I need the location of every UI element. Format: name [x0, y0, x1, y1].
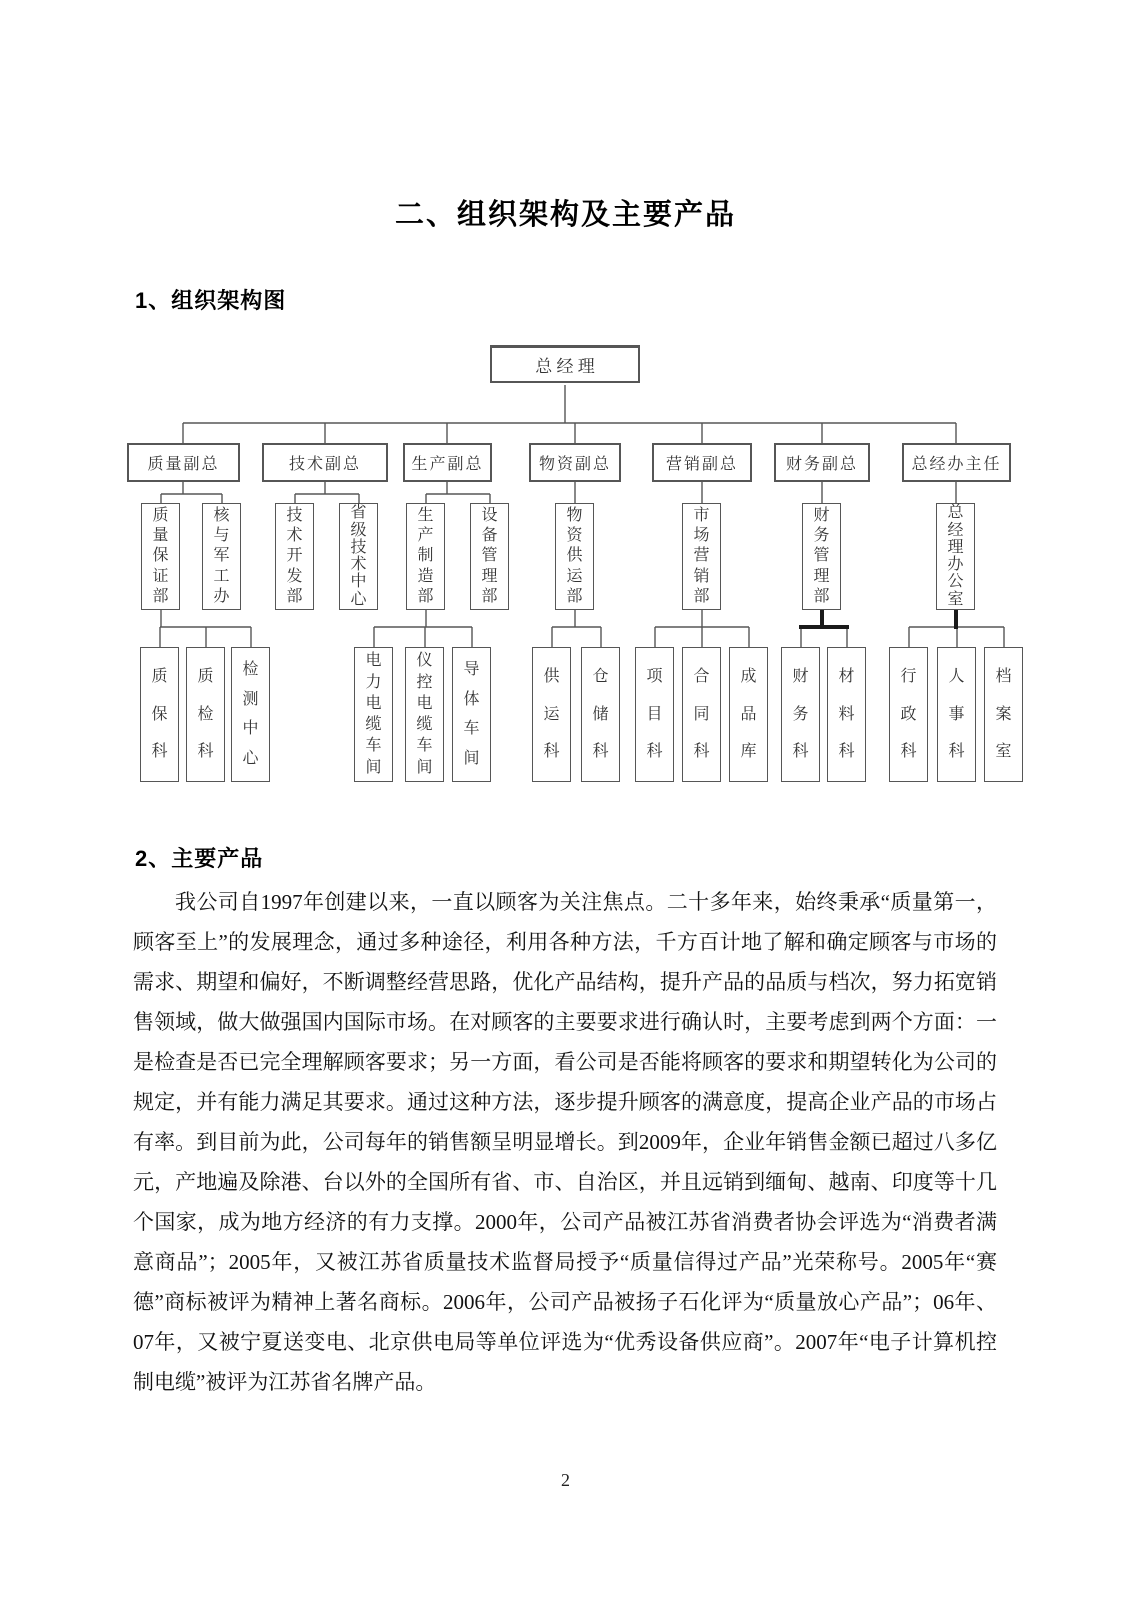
vertical-label-char: 合	[693, 668, 710, 686]
box-technology-vp: 技术副总	[262, 443, 388, 482]
vertical-label-char: 间	[463, 750, 480, 768]
vertical-label-char: 电	[416, 694, 433, 712]
vertical-label-char: 车	[416, 737, 433, 755]
vertical-label-char: 科	[151, 742, 168, 760]
box-admin-section	[889, 647, 928, 782]
section-1-heading: 1、组织架构图	[135, 288, 287, 313]
box-finance-section	[781, 647, 820, 782]
vertical-label-char: 部	[813, 587, 830, 605]
box-hr-section	[937, 647, 976, 782]
vertical-label-char: 心	[350, 590, 367, 608]
vertical-label-char: 开	[286, 547, 303, 565]
vertical-label-char: 理	[481, 567, 498, 585]
vertical-label-char: 库	[740, 742, 757, 760]
vertical-label-char: 保	[152, 547, 169, 565]
vertical-label-char: 同	[693, 705, 710, 723]
vertical-label-char: 部	[417, 587, 434, 605]
box-materials-vp: 物资副总	[529, 443, 621, 482]
vertical-label-char: 间	[365, 758, 382, 776]
vertical-label-char: 档	[995, 668, 1012, 686]
box-finance-mgmt-dept	[802, 503, 841, 610]
vertical-label-char: 术	[350, 556, 367, 574]
vertical-label-char: 缆	[365, 716, 382, 734]
box-testing-center	[231, 647, 270, 782]
vertical-label-char: 科	[792, 742, 809, 760]
vertical-label-char: 检	[242, 660, 259, 678]
vertical-label-char: 产	[417, 527, 434, 545]
vertical-label-char: 管	[481, 547, 498, 565]
box-quality-assurance-dept	[141, 503, 180, 610]
box-finance-vp: 财务副总	[774, 443, 870, 482]
box-provincial-tech-center	[339, 503, 378, 610]
vertical-label-char: 品	[740, 705, 757, 723]
vertical-label-char: 核	[213, 507, 230, 525]
box-marketing-vp: 营销副总	[652, 443, 752, 482]
vertical-label-char: 中	[350, 573, 367, 591]
box-gm-office	[936, 503, 975, 610]
vertical-label-char: 务	[792, 705, 809, 723]
vertical-label-char: 人	[948, 668, 965, 686]
vertical-label-char: 运	[566, 567, 583, 585]
box-conductor-workshop	[452, 647, 491, 782]
vertical-label-char: 技	[350, 538, 367, 556]
box-quality-vp: 质量副总	[127, 443, 240, 482]
vertical-label-char: 管	[813, 547, 830, 565]
vertical-label-char: 财	[792, 668, 809, 686]
vertical-label-char: 财	[813, 507, 830, 525]
vertical-label-char: 造	[417, 567, 434, 585]
vertical-label-char: 级	[350, 521, 367, 539]
vertical-label-char: 室	[995, 742, 1012, 760]
box-tech-development-dept	[275, 503, 314, 610]
vertical-label-char: 销	[693, 567, 710, 585]
vertical-label-char: 心	[242, 750, 259, 768]
vertical-label-char: 仓	[592, 668, 609, 686]
vertical-label-char: 保	[151, 705, 168, 723]
box-instrument-cable-workshop	[405, 647, 444, 782]
vertical-label-char: 部	[481, 587, 498, 605]
vertical-label-char: 检	[197, 705, 214, 723]
vertical-label-char: 科	[543, 742, 560, 760]
vertical-label-char: 生	[417, 507, 434, 525]
vertical-label-char: 资	[566, 527, 583, 545]
vertical-label-char: 供	[543, 668, 560, 686]
box-quality-assurance-section	[140, 647, 179, 782]
vertical-label-char: 场	[693, 527, 710, 545]
vertical-label-char: 公	[947, 573, 964, 591]
vertical-label-char: 办	[947, 556, 964, 574]
vertical-label-char: 部	[152, 587, 169, 605]
vertical-label-char: 发	[286, 567, 303, 585]
vertical-label-char: 科	[646, 742, 663, 760]
box-production-vp: 生产副总	[403, 443, 492, 482]
vertical-label-char: 材	[838, 668, 855, 686]
box-production-mfg-dept	[406, 503, 445, 610]
box-materials-supply-dept	[555, 503, 594, 610]
box-project-section	[635, 647, 674, 782]
vertical-label-char: 与	[213, 527, 230, 545]
vertical-label-char: 制	[417, 547, 434, 565]
vertical-label-char: 科	[900, 742, 917, 760]
vertical-label-char: 军	[213, 547, 230, 565]
vertical-label-char: 质	[197, 668, 214, 686]
vertical-label-char: 体	[463, 690, 480, 708]
vertical-label-char: 力	[365, 673, 382, 691]
vertical-label-char: 证	[152, 567, 169, 585]
box-archives-room	[984, 647, 1023, 782]
section-2-heading: 2、主要产品	[135, 846, 264, 871]
vertical-label-char: 务	[813, 527, 830, 545]
vertical-label-char: 车	[365, 737, 382, 755]
vertical-label-char: 料	[838, 705, 855, 723]
vertical-label-char: 部	[693, 587, 710, 605]
box-equipment-mgmt-dept	[470, 503, 509, 610]
box-supply-transport-section	[532, 647, 571, 782]
vertical-label-char: 科	[948, 742, 965, 760]
vertical-label-char: 仪	[416, 652, 433, 670]
vertical-label-char: 术	[286, 527, 303, 545]
vertical-label-char: 质	[151, 668, 168, 686]
vertical-label-char: 部	[286, 587, 303, 605]
box-quality-inspection-section	[186, 647, 225, 782]
vertical-label-char: 导	[463, 660, 480, 678]
vertical-label-char: 室	[947, 590, 964, 608]
vertical-label-char: 科	[838, 742, 855, 760]
vertical-label-char: 储	[592, 705, 609, 723]
vertical-label-char: 科	[197, 742, 214, 760]
thick-connectors	[799, 610, 956, 629]
vertical-label-char: 缆	[416, 716, 433, 734]
vertical-label-char: 项	[646, 668, 663, 686]
vertical-label-char: 部	[566, 587, 583, 605]
main-products-paragraph: 我公司自1997年创建以来，一直以顾客为关注焦点。二十多年来，始终秉承“质量第一，顾客至上”的发展理念，通过多种途径，利用各种方法，千方百计地了解和确定顾客与市场的需求、期望和偏好，不断调整经营思路，优化产品结构，提升产品的品质与档次，努力拓宽销售领域，做大做强国内国际市场。在对顾客的主要要求进行确认时，主要考虑到两个方面：一是检查是否已完全理解顾客要求；另一方面，看公司是否能将顾客的要求和期望转化为公司的规定，并有能力满足其要求。通过这种方法，逐步提升顾客的满意度，提高企业产品的市场占有率。到目前为此，公司每年的销售额呈明显增长。到2009年，企业年销售金额已超过八多亿元，产地遍及除港、台以外的全国所有省、市、自治区，并且远销到缅甸、越南、印度等十几个国家，成为地方经济的有力支撑。2000年，公司产品被江苏省消费者协会评选为“消费者满意商品”；2005年，又被江苏省质量技术监督局授予“质量信得过产品”光荣称号。2005年“赛德”商标被评为精神上著名商标。2006年，公司产品被扬子石化评为“质量放心产品”；06年、07年，又被宁夏送变电、北京供电局等单位评选为“优秀设备供应商”。2007年“电子计算机控制电缆”被评为江苏省名牌产品。	[133, 890, 997, 1394]
vertical-label-char: 备	[481, 527, 498, 545]
vertical-label-char: 经	[947, 521, 964, 539]
vertical-label-char: 事	[948, 705, 965, 723]
vertical-label-char: 科	[592, 742, 609, 760]
page-title: 二、组织架构及主要产品	[394, 199, 736, 231]
box-market-marketing-dept	[682, 503, 721, 610]
vertical-label-char: 成	[740, 668, 757, 686]
vertical-label-char: 电	[365, 652, 382, 670]
vertical-label-char: 政	[900, 705, 917, 723]
vertical-label-char: 量	[152, 527, 169, 545]
vertical-label-char: 测	[242, 690, 259, 708]
vertical-label-char: 理	[947, 538, 964, 556]
page-number: 2	[561, 1470, 570, 1490]
vertical-label-char: 总	[947, 504, 964, 522]
vertical-label-char: 案	[995, 705, 1012, 723]
box-gm-office-director: 总经办主任	[902, 443, 1011, 482]
vertical-label-char: 省	[350, 504, 367, 522]
vertical-label-char: 科	[693, 742, 710, 760]
vertical-label-char: 运	[543, 705, 560, 723]
vertical-label-char: 办	[213, 587, 230, 605]
vertical-label-char: 市	[693, 507, 710, 525]
vertical-label-char: 电	[365, 694, 382, 712]
box-materials-section	[827, 647, 866, 782]
vertical-label-char: 工	[213, 567, 230, 585]
box-general-manager: 总 经 理	[490, 345, 640, 383]
vertical-label-char: 行	[900, 668, 917, 686]
vertical-label-char: 中	[242, 720, 259, 738]
box-contract-section	[682, 647, 721, 782]
box-finished-goods-warehouse	[729, 647, 768, 782]
vertical-label-char: 目	[646, 705, 663, 723]
vertical-label-char: 营	[693, 547, 710, 565]
box-warehouse-section	[581, 647, 620, 782]
vertical-label-char: 设	[481, 507, 498, 525]
vertical-label-char: 理	[813, 567, 830, 585]
vertical-label-char: 车	[463, 720, 480, 738]
vertical-label-char: 供	[566, 547, 583, 565]
vertical-label-char: 控	[416, 673, 433, 691]
vertical-label-char: 间	[416, 758, 433, 776]
vertical-label-char: 物	[566, 507, 583, 525]
vertical-label-char: 技	[286, 507, 303, 525]
vertical-label-char: 质	[152, 507, 169, 525]
box-power-cable-workshop	[354, 647, 393, 782]
box-nuclear-military-office	[202, 503, 241, 610]
